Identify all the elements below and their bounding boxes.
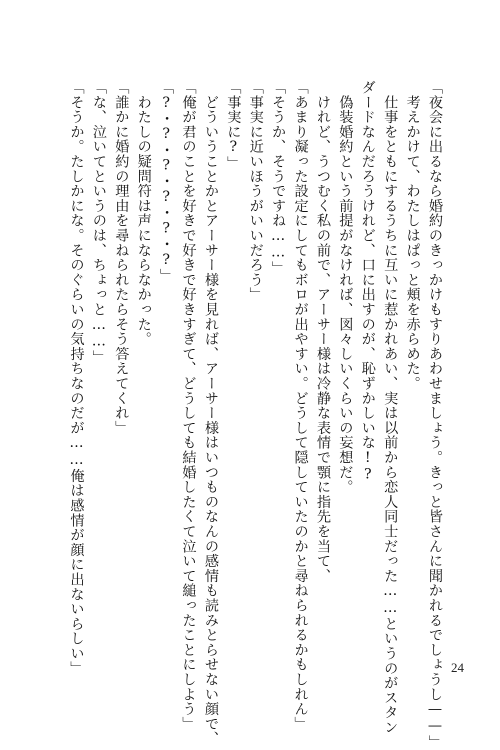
text-line: 「そうか、そうですね……」 (270, 80, 287, 276)
text-line: どういうことかとアーサー様を見れば、アーサー様はいつものなんの感情も読みとらせない顔で、 (202, 80, 219, 746)
text-line: 「事実に?」 (225, 80, 242, 171)
text-line: わたしの疑問符は声にならなかった。 (135, 80, 152, 347)
text-line: 考えかけて、わたしはぱっと頬を赤らめた。 (404, 80, 421, 391)
text-line: けれど、うつむく私の前で、アーサー様は冷静な表情で顎に指先を当て、 (314, 80, 331, 584)
text-line: 「あまり凝った設定にしてもボロが出やすい。どうして隠していたのかと尋ねられるかもしれん」 (292, 80, 309, 732)
text-line: ダードなんだろうけれど、口に出すのが、恥ずかしいな!? (359, 80, 376, 484)
body-text (65, 80, 446, 750)
text-line: 仕事をともにするうちに互いに惹かれあい、実は以前から恋人同士だった……というのがスタン (382, 80, 399, 735)
text-line: 「?・?・?・?・?・?」 (158, 80, 175, 284)
text-line: 「俺が君のことを好きで好きで好きすぎて、どうしても結婚したくて泣いて縋ったことにしよう」 (180, 80, 197, 732)
text-line: 「事実に近いほうがいいだろう」 (247, 80, 264, 302)
text-line: 「夜会に出るなら婚約のきっかけもすりあわせましょう。きっと皆さんに聞かれるでしょうし——」 (427, 80, 443, 750)
text-line: 「そうか。たしかにな。そのぐらいの気持ちなのだが……俺は感情が顔に出ないらしい」 (68, 80, 85, 676)
text-line: 偽装婚約という前提がなければ、図々しいくらいの妄想だ。 (337, 80, 354, 495)
text-line: 「誰かに婚約の理由を尋ねられたらそう答えてくれ」 (113, 80, 130, 436)
page-number: 24 (451, 660, 464, 675)
text-line: 「な、泣いてというのは、ちょっと……」 (90, 80, 107, 365)
